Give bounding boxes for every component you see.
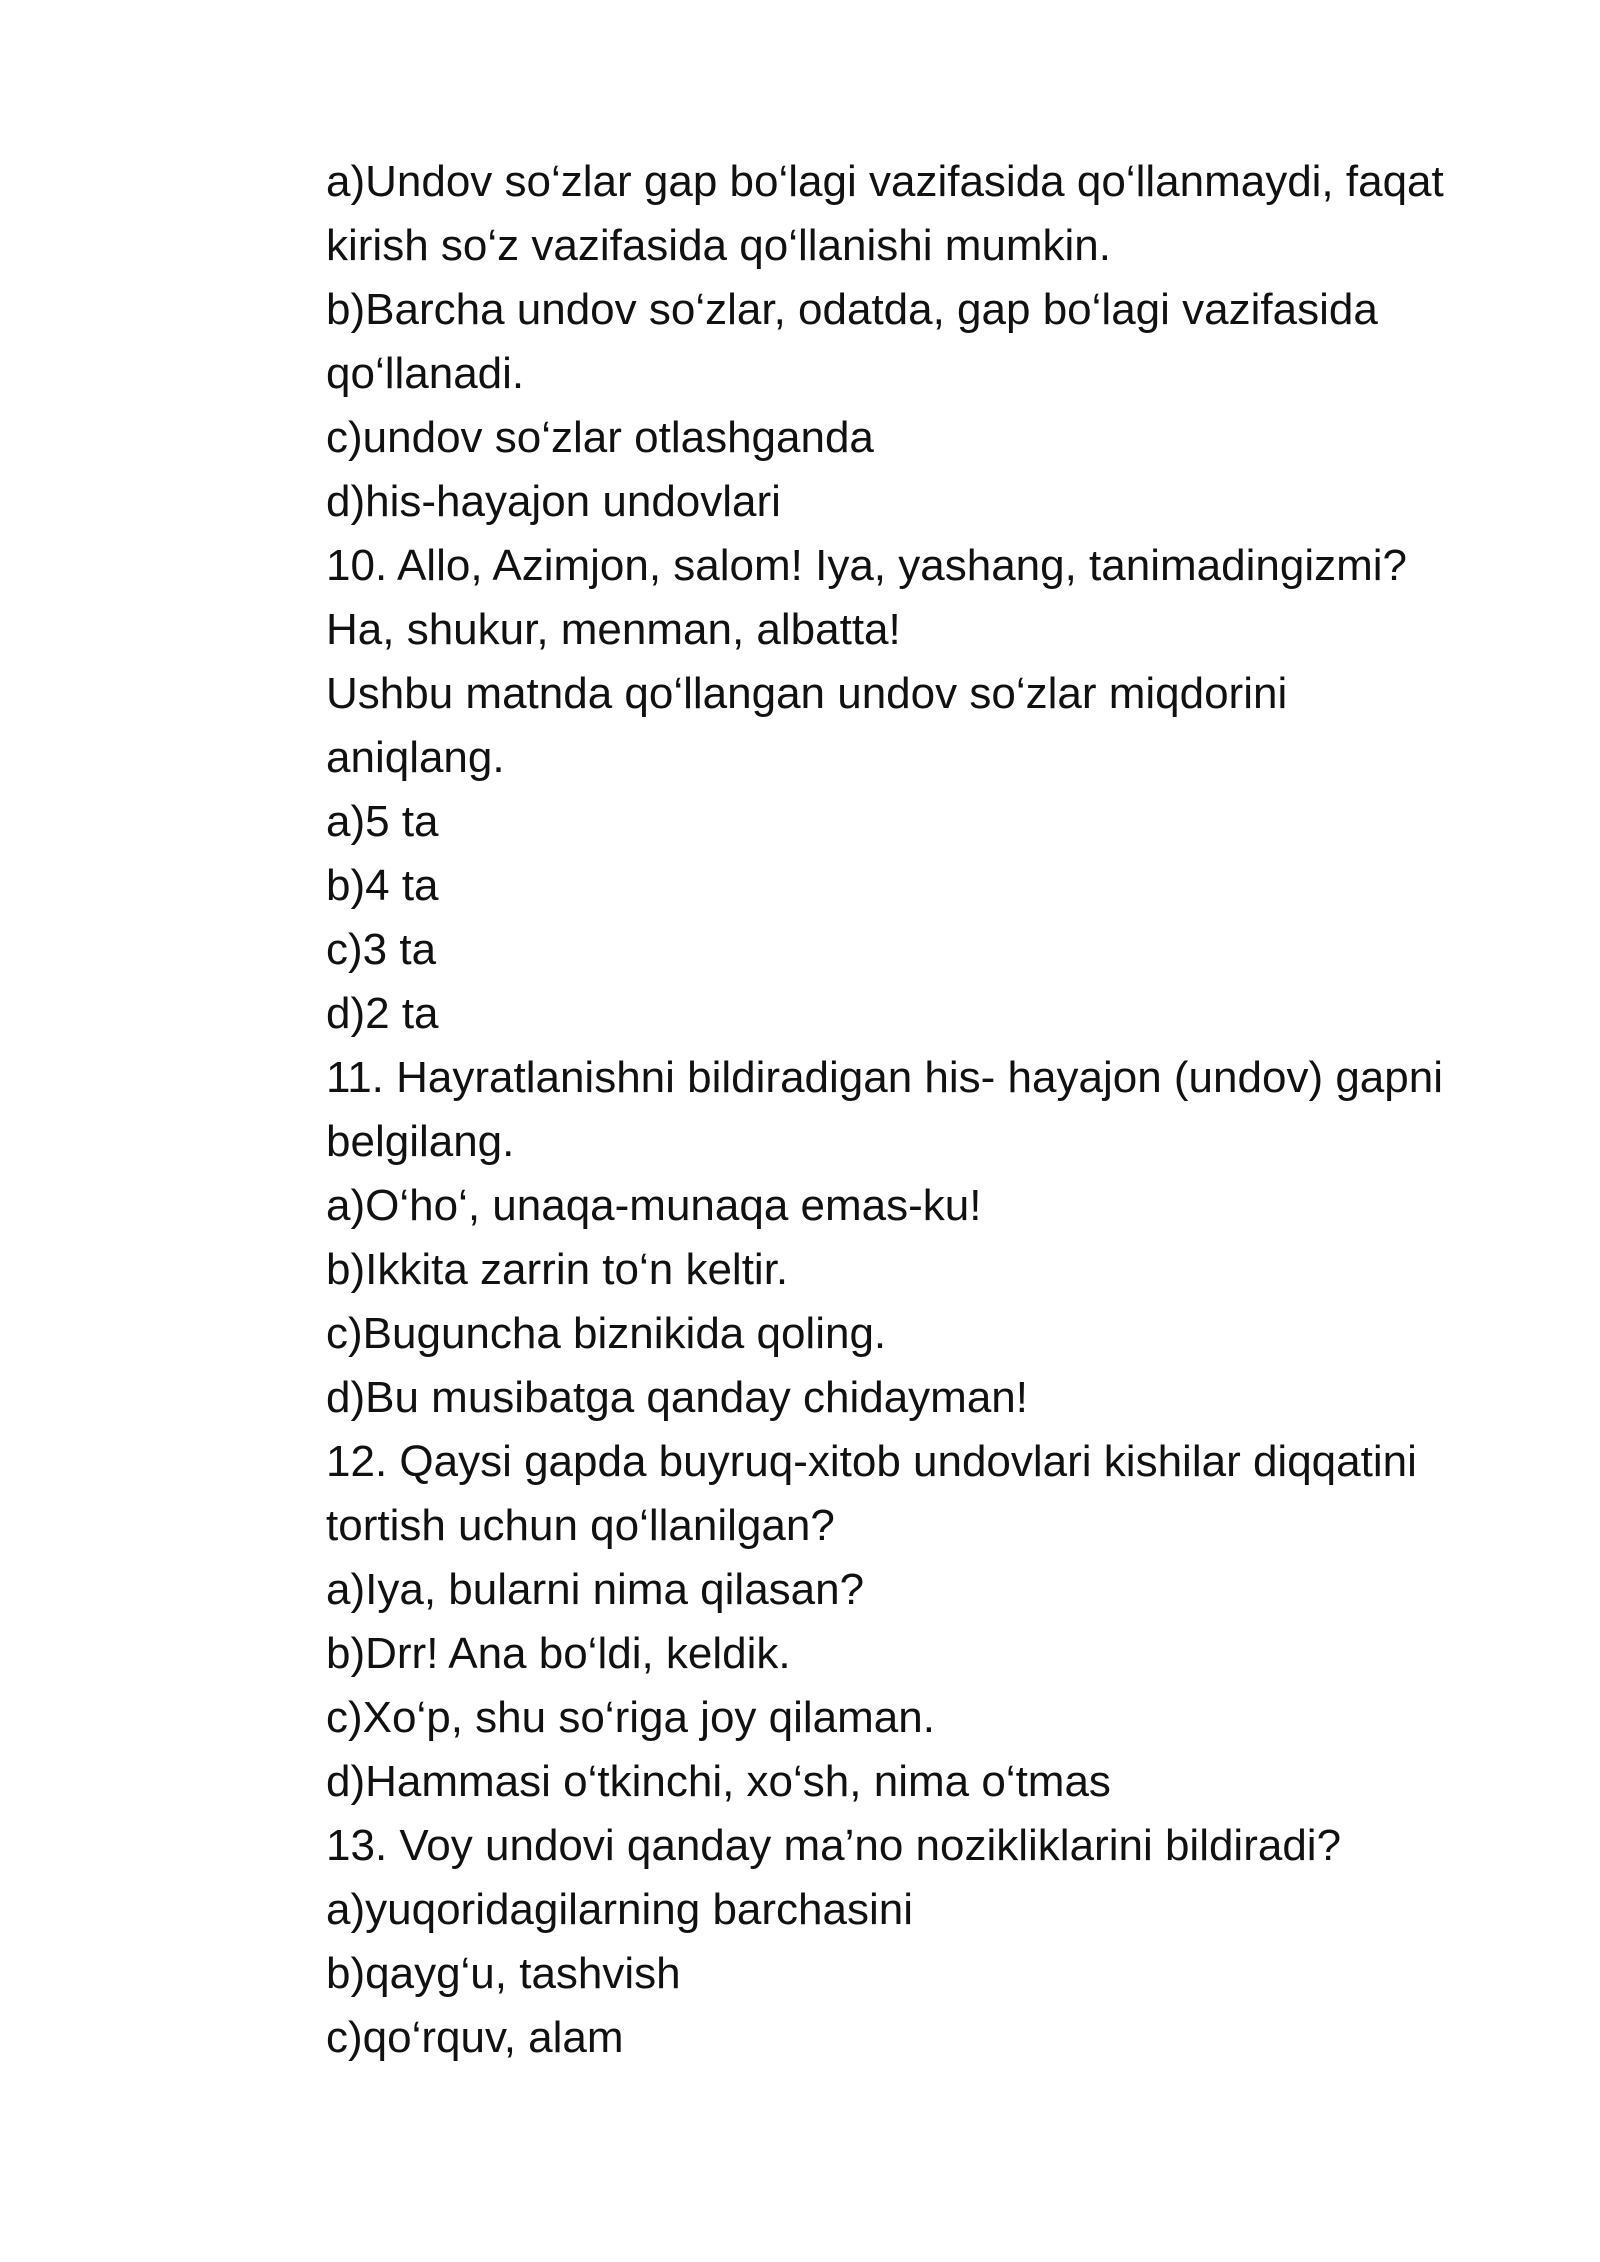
answer-option: b)Drr! Ana bo‘ldi, keldik.	[326, 1629, 791, 1678]
answer-option: c)qo‘rquv, alam	[326, 2013, 624, 2062]
question-11: 11. Hayratlanishni bildiradigan his- hayajon (undov) gapni	[326, 1053, 1443, 1102]
answer-option: c)Xo‘p, shu so‘riga joy qilaman.	[326, 1693, 935, 1742]
text-line: tortish uchun qo‘llanilgan?	[326, 1501, 835, 1550]
answer-option: a)yuqoridagilarning barchasini	[326, 1885, 914, 1934]
text-line: c)undov so‘zlar otlashganda	[326, 413, 874, 462]
text-line: belgilang.	[326, 1117, 515, 1166]
text-line: kirish so‘z vazifasida qo‘llanishi mumkin.	[326, 221, 1111, 270]
answer-option: b)Ikkita zarrin to‘n keltir.	[326, 1245, 789, 1294]
answer-option: c)Buguncha biznikida qoling.	[326, 1309, 887, 1358]
text-line: qo‘llanadi.	[326, 349, 525, 398]
text-line: aniqlang.	[326, 733, 505, 782]
answer-option: a)O‘ho‘, unaqa-munaqa emas-ku!	[326, 1181, 982, 1230]
answer-option: a)5 ta	[326, 797, 439, 846]
text-line: Ushbu matnda qo‘llangan undov so‘zlar miqdorini	[326, 669, 1288, 718]
text-line: Ha, shukur, menman, albatta!	[326, 605, 901, 654]
question-13: 13. Voy undovi qanday ma’no nozikliklarini bildiradi?	[326, 1821, 1342, 1870]
question-12: 12. Qaysi gapda buyruq-xitob undovlari kishilar diqqatini	[326, 1437, 1417, 1486]
answer-option: d)Bu musibatga qanday chidayman!	[326, 1373, 1028, 1422]
answer-option: d)Hammasi o‘tkinchi, xo‘sh, nima o‘tmas	[326, 1757, 1111, 1806]
answer-option: a)Iya, bularni nima qilasan?	[326, 1565, 865, 1614]
text-line: a)Undov so‘zlar gap bo‘lagi vazifasida qo‘llanmaydi, faqat	[326, 157, 1444, 206]
answer-option: b)4 ta	[326, 861, 439, 910]
answer-option: d)2 ta	[326, 989, 439, 1038]
question-10: 10. Allo, Azimjon, salom! Iya, yashang, tanimadingizmi?	[326, 541, 1407, 590]
answer-option: b)qayg‘u, tashvish	[326, 1949, 681, 1998]
answer-option: c)3 ta	[326, 925, 437, 974]
document-text	[326, 150, 1506, 2070]
text-line: b)Barcha undov so‘zlar, odatda, gap bo‘lagi vazifasida	[326, 285, 1378, 334]
text-line: d)his-hayajon undovlari	[326, 477, 781, 526]
